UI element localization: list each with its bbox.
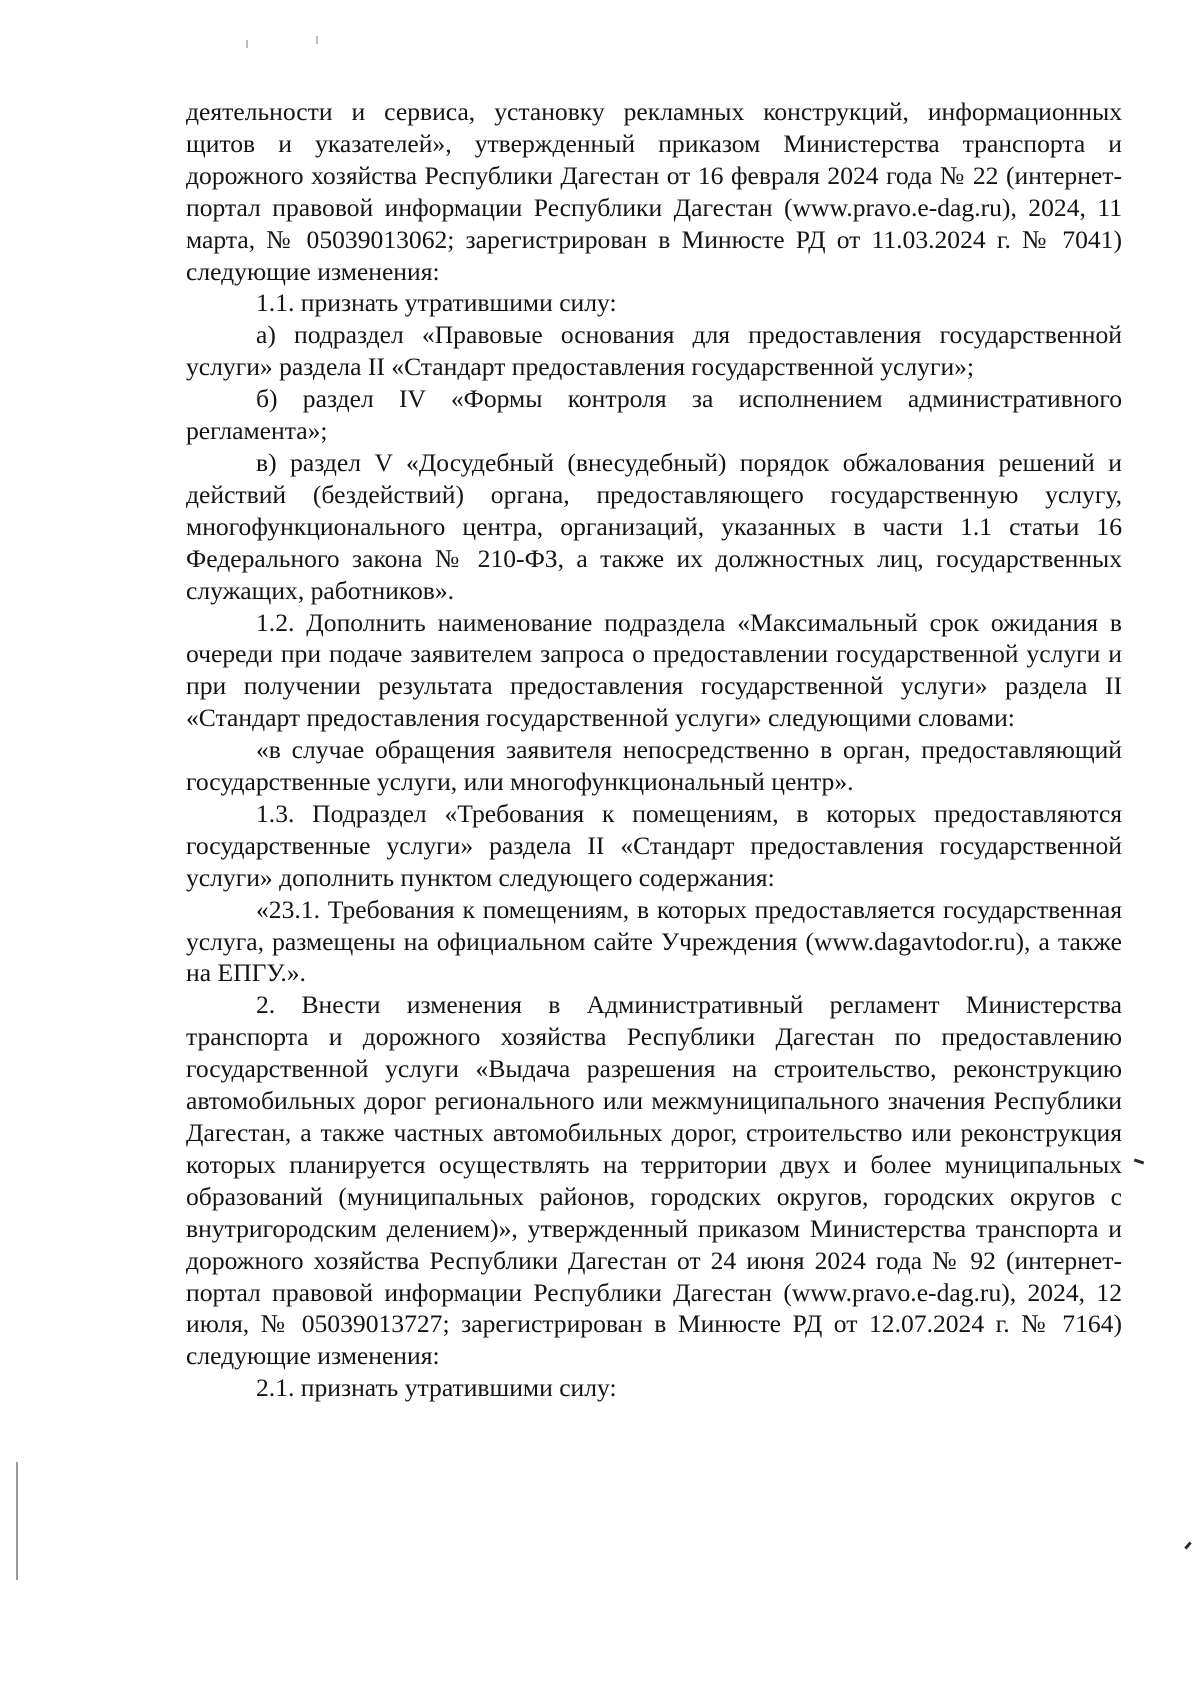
paragraph-continuation: деятельности и сервиса, установку рекламных конструкций, информационных щитов и указателей», утвержденный приказом Министерства транспорта и дорожного хозяйства Республики Дагестан от 16 февраля 2024 года № 22 (интернет-портал правовой информации Республики Дагестан (www.pravo.e-dag.ru), 2024, 11 марта, № 05039013062; зарегистрирован в Минюсте РД от 11.03.2024 г. № 7041) следующие изменения: xyxy=(186,97,1122,286)
scan-margin-line xyxy=(16,1462,18,1580)
paragraph-1-2: 1.2. Дополнить наименование подраздела «Максимальный срок ожидания в очереди при подаче заявителем запроса о предоставлении государственной услуги и при получении результата предоставления государственной услуги» раздела II «Стандарт предоставления государственной услуги» следующими словами: xyxy=(186,607,1122,733)
scan-speck xyxy=(316,36,318,44)
document-body xyxy=(186,96,1122,1404)
paragraph-1-1-v: в) раздел V «Досудебный (внесудебный) порядок обжалования решений и действий (бездействий) органа, предоставляющего государственную услугу, многофункционального центра, организаций, указанных в части 1.1 статьи 16 Федерального закона № 210-ФЗ, а также их должностных лиц, государственных служащих, работников». xyxy=(186,447,1122,605)
paragraph-1-2-quote: «в случае обращения заявителя непосредственно в орган, предоставляющий государственные услуги, или многофункциональный центр». xyxy=(186,735,1122,797)
paragraph-2: 2. Внести изменения в Административный регламент Министерства транспорта и дорожного хозяйства Республики Дагестан по предоставлению государственной услуги «Выдача разрешения на строительство, реконструкцию автомобильных дорог регионального или межмуниципального значения Республики Дагестан, а также частных автомобильных дорог, строительство или реконструкция которых планируется осуществлять на территории двух и более муниципальных образований (муниципальных районов, городских округов, городских округов с внутригородским делением)», утвержденный приказом Министерства транспорта и дорожного хозяйства Республики Дагестан от 24 июня 2024 года № 92 (интернет-портал правовой информации Республики Дагестан (www.pravo.e-dag.ru), 2024, 12 июля, № 05039013727; зарегистрирован в Минюсте РД от 12.07.2024 г. № 7164) следующие изменения: xyxy=(186,990,1122,1371)
scan-mark-corner xyxy=(1184,1541,1191,1549)
paragraph-1-1: 1.1. признать утратившими силу: xyxy=(256,288,617,318)
scan-speck xyxy=(246,40,248,48)
paragraph-2-1: 2.1. признать утратившими силу: xyxy=(256,1373,617,1403)
paragraph-1-1-a: а) подраздел «Правовые основания для предоставления государственной услуги» раздела II «Стандарт предоставления государственной услуги»; xyxy=(186,320,1122,382)
paragraph-1-3: 1.3. Подраздел «Требования к помещениям, в которых предоставляются государственные услуги» раздела II «Стандарт предоставления государственной услуги» дополнить пунктом следующего содержания: xyxy=(186,798,1122,892)
paragraph-1-1-b: б) раздел IV «Формы контроля за исполнением административного регламента»; xyxy=(186,384,1122,446)
scan-mark-right xyxy=(1134,1159,1144,1165)
paragraph-1-3-quote: «23.1. Требования к помещениям, в которых предоставляется государственная услуга, размещены на официальном сайте Учреждения (www.dagavtodor.ru), а также на ЕПГУ.». xyxy=(186,894,1122,988)
